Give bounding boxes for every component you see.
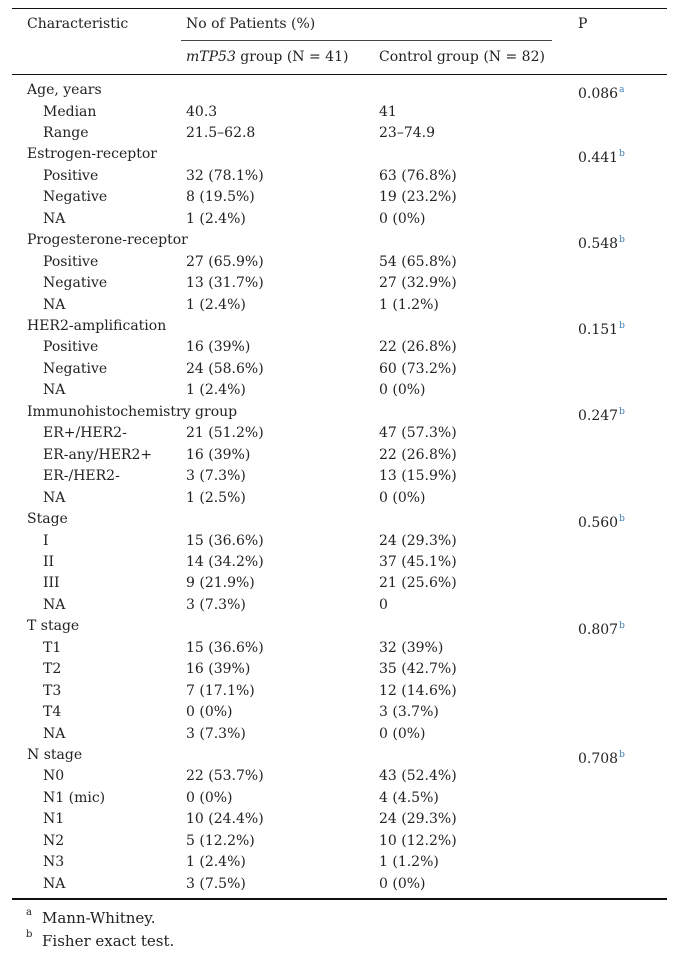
row-mtp53-value: 1 (2.4%) xyxy=(186,382,246,399)
row-label: NA xyxy=(43,489,66,506)
row-mtp53-value: 21.5–62.8 xyxy=(186,124,256,141)
header-patients: No of Patients (%) xyxy=(186,16,316,32)
section-title: HER2-amplification xyxy=(27,317,167,334)
row-control-value: 37 (45.1%) xyxy=(379,553,457,570)
p-value-number: 0.151 xyxy=(578,321,619,338)
row-control-value: 1 (1.2%) xyxy=(379,854,439,871)
row-mtp53-value: 1 (2.5%) xyxy=(186,489,246,506)
row-mtp53-value: 21 (51.2%) xyxy=(186,425,264,442)
row-mtp53-value: 8 (19.5%) xyxy=(186,189,255,206)
row-control-value: 32 (39%) xyxy=(379,639,444,656)
row-label: Range xyxy=(43,124,89,141)
section-title: Progesterone-receptor xyxy=(27,232,188,249)
row-mtp53-value: 1 (2.4%) xyxy=(186,296,246,313)
row-control-value: 47 (57.3%) xyxy=(379,425,457,442)
p-value xyxy=(578,81,624,103)
row-label: N0 xyxy=(43,768,65,785)
header-mtp53-italic: mTP53 xyxy=(186,49,236,65)
row-label: NA xyxy=(43,382,66,399)
row-mtp53-value: 24 (58.6%) xyxy=(186,360,264,377)
row-control-value: 4 (4.5%) xyxy=(379,789,439,806)
row-label: Positive xyxy=(43,253,99,270)
row-mtp53-value: 5 (12.2%) xyxy=(186,832,255,849)
footnote-b-text: Fisher exact test. xyxy=(42,932,175,950)
row-mtp53-value: 22 (53.7%) xyxy=(186,768,264,785)
p-value-number: 0.548 xyxy=(578,236,619,253)
p-value-footnote-mark: b xyxy=(619,406,625,417)
row-control-value: 0 (0%) xyxy=(379,210,426,227)
row-mtp53-value: 13 (31.7%) xyxy=(186,275,264,291)
row-mtp53-value: 27 (65.9%) xyxy=(186,253,264,270)
row-control-value: 43 (52.4%) xyxy=(379,768,457,785)
row-mtp53-value: 9 (21.9%) xyxy=(186,575,255,592)
p-value-number: 0.247 xyxy=(578,407,619,424)
row-label: ER-/HER2- xyxy=(43,468,120,485)
section-title: Stage xyxy=(27,511,68,527)
row-control-value: 24 (29.3%) xyxy=(379,532,457,549)
p-value xyxy=(578,145,625,167)
p-value-number: 0.441 xyxy=(578,150,619,167)
row-label: Positive xyxy=(43,167,99,184)
p-value-footnote-mark: b xyxy=(619,320,625,331)
row-control-value: 0 (0%) xyxy=(379,382,426,399)
p-value xyxy=(578,617,625,639)
row-label: T4 xyxy=(43,704,62,720)
p-value-footnote-mark: b xyxy=(619,235,625,246)
p-value-number: 0.086 xyxy=(578,86,619,102)
p-value-number: 0.807 xyxy=(578,622,619,639)
row-mtp53-value: 32 (78.1%) xyxy=(186,167,264,184)
row-control-value: 0 (0%) xyxy=(379,875,426,892)
row-mtp53-value: 0 (0%) xyxy=(186,789,233,806)
row-label: I xyxy=(43,532,49,549)
row-control-value: 0 xyxy=(379,596,388,613)
p-value-footnote-mark: b xyxy=(619,514,625,524)
row-control-value: 60 (73.2%) xyxy=(379,360,457,377)
row-label: T2 xyxy=(43,661,62,678)
section-title: T stage xyxy=(27,618,80,635)
row-control-value: 0 (0%) xyxy=(379,489,426,506)
row-mtp53-value: 16 (39%) xyxy=(186,446,251,463)
header-characteristic: Characteristic xyxy=(27,16,129,32)
p-value-footnote-mark: b xyxy=(619,621,625,632)
row-mtp53-value: 3 (7.3%) xyxy=(186,468,246,485)
row-mtp53-value: 15 (36.6%) xyxy=(186,639,264,656)
p-value-footnote-mark: b xyxy=(619,149,625,160)
row-mtp53-value: 3 (7.3%) xyxy=(186,725,246,742)
p-value xyxy=(578,317,625,339)
row-label: ER-any/HER2+ xyxy=(43,446,153,463)
row-control-value: 1 (1.2%) xyxy=(379,296,439,313)
row-mtp53-value: 7 (17.1%) xyxy=(186,682,255,699)
row-label: NA xyxy=(43,296,66,313)
row-label: Negative xyxy=(43,275,108,291)
row-label: Positive xyxy=(43,339,99,356)
p-value-footnote-mark: a xyxy=(619,85,625,95)
p-value xyxy=(578,510,625,532)
row-control-value: 41 xyxy=(379,103,397,120)
row-control-value: 22 (26.8%) xyxy=(379,339,457,356)
p-value-footnote-mark: b xyxy=(619,749,625,760)
row-mtp53-value: 16 (39%) xyxy=(186,339,251,356)
row-control-value: 0 (0%) xyxy=(379,725,426,742)
row-label: Median xyxy=(43,103,97,120)
row-mtp53-value: 16 (39%) xyxy=(186,661,251,678)
row-control-value: 35 (42.7%) xyxy=(379,661,457,678)
row-label: II xyxy=(43,553,55,570)
row-control-value: 21 (25.6%) xyxy=(379,575,457,592)
section-title: Age, years xyxy=(27,82,102,98)
row-control-value: 23–74.9 xyxy=(379,124,435,141)
row-label: N2 xyxy=(43,832,65,849)
p-value xyxy=(578,746,625,768)
row-control-value: 12 (14.6%) xyxy=(379,682,457,699)
row-label: T1 xyxy=(43,639,62,656)
row-mtp53-value: 0 (0%) xyxy=(186,704,233,720)
row-label: Negative xyxy=(43,360,108,377)
row-control-value: 63 (76.8%) xyxy=(379,167,457,184)
p-value-number: 0.560 xyxy=(578,515,619,531)
row-mtp53-value: 14 (34.2%) xyxy=(186,553,264,570)
row-control-value: 10 (12.2%) xyxy=(379,832,457,849)
row-label: N3 xyxy=(43,854,65,871)
row-control-value: 22 (26.8%) xyxy=(379,446,457,463)
row-label: Negative xyxy=(43,189,108,206)
section-title: Immunohistochemistry group xyxy=(27,403,238,420)
row-control-value: 54 (65.8%) xyxy=(379,253,457,270)
row-label: III xyxy=(43,575,60,592)
row-control-value: 27 (32.9%) xyxy=(379,275,457,291)
row-control-value: 13 (15.9%) xyxy=(379,468,457,485)
section-title: Estrogen-receptor xyxy=(27,146,157,163)
row-mtp53-value: 3 (7.5%) xyxy=(186,875,246,892)
row-control-value: 24 (29.3%) xyxy=(379,811,457,828)
p-value xyxy=(578,403,625,425)
row-mtp53-value: 1 (2.4%) xyxy=(186,210,246,227)
row-mtp53-value: 3 (7.3%) xyxy=(186,596,246,613)
row-label: ER+/HER2- xyxy=(43,425,127,442)
row-mtp53-value: 10 (24.4%) xyxy=(186,811,264,828)
footnote-b-mark: b xyxy=(26,929,33,940)
row-label: N1 (mic) xyxy=(43,789,106,806)
header-control-group: Control group (N = 82) xyxy=(379,49,545,65)
row-label: NA xyxy=(43,210,66,227)
section-title: N stage xyxy=(27,746,83,763)
p-value xyxy=(578,231,625,253)
row-label: NA xyxy=(43,725,66,742)
header-p: P xyxy=(578,16,588,32)
row-control-value: 3 (3.7%) xyxy=(379,704,439,720)
row-control-value: 19 (23.2%) xyxy=(379,189,457,206)
table-bottom-rule xyxy=(12,898,667,900)
footnote-a-mark: a xyxy=(26,907,32,918)
row-mtp53-value: 40.3 xyxy=(186,103,218,120)
row-label: N1 xyxy=(43,811,65,828)
row-label: NA xyxy=(43,875,66,892)
footnote-a-text: Mann-Whitney. xyxy=(42,909,156,927)
row-mtp53-value: 1 (2.4%) xyxy=(186,854,246,871)
p-value-number: 0.708 xyxy=(578,750,619,767)
header-mtp53-rest: group (N = 41) xyxy=(235,49,349,65)
row-mtp53-value: 15 (36.6%) xyxy=(186,532,264,549)
row-label: NA xyxy=(43,596,66,613)
row-label: T3 xyxy=(43,682,62,699)
